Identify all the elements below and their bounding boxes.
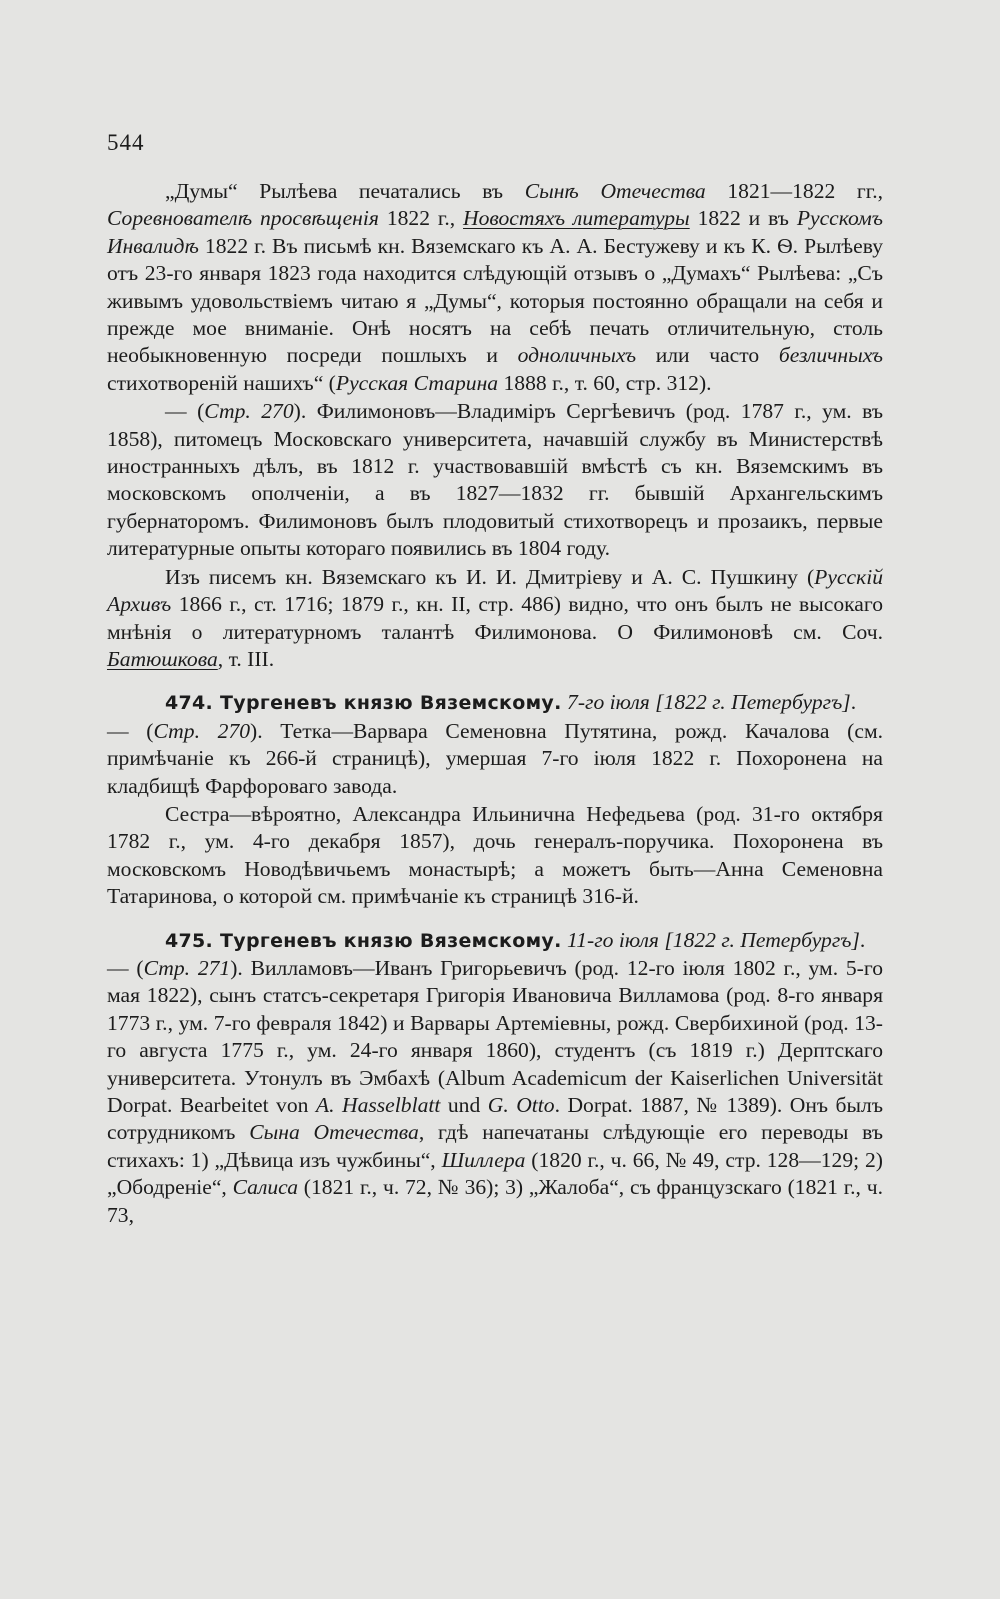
italic-text: Русскомъ Инвалидѣ [107, 206, 884, 258]
text-span: 1821—1822 гг., [705, 179, 883, 203]
paragraph [107, 801, 883, 911]
body-text [107, 178, 883, 1229]
text-span: und [440, 1093, 488, 1117]
text-span: — ( [107, 718, 154, 743]
text-span: или часто [636, 343, 779, 368]
paragraph [107, 955, 883, 1229]
italic-text: 11-го іюля [1822 г. Петербургъ] [567, 927, 860, 952]
italic-text: Стр. 271 [143, 955, 231, 980]
text-span: (1820 г., ч. 66, № 49, стр. 128—129; 2) „Ободреніе“, [107, 1147, 883, 1200]
italic-text: Русскій Архивъ [107, 564, 883, 617]
text-span: стихотвореній нашихъ“ ( [107, 370, 336, 395]
paragraph [107, 178, 883, 397]
text-span: Сестра—вѣроятно, Александра Ильинична Нефедьева (род. 31-го октября 1782 г., ум. 4-го декабря 1857), дочь генералъ-поручика. Похоронена въ московскомъ Новодѣвичьемъ монастырѣ; а можетъ быть—Анна Семеновна Татаринова, о которой см. примѣчаніе къ страницѣ 316-й. [107, 801, 883, 909]
text-span: „Думы“ Рылѣева печатались въ [165, 179, 525, 203]
text-span: 1866 г., ст. 1716; 1879 г., кн. II, стр. 486) видно, что онъ былъ не высокаго мнѣнія о литературномъ талантѣ Филимонова. О Филимоновѣ см. Соч. [107, 592, 883, 644]
text-span: 1822 г., [378, 206, 464, 231]
text-span: , т. III. [217, 646, 275, 671]
italic-text: 7-го іюля [1822 г. Петербургъ] [567, 690, 851, 715]
paragraph [107, 398, 883, 562]
paragraph [107, 718, 883, 800]
italic-text: одноличныхъ [517, 343, 637, 368]
italic-text: Стр. 270 [153, 718, 251, 743]
text-span: ). Филимоновъ—Владиміръ Сергѣевичъ (род. 1787 г., ум. въ 1858), питомецъ Московскаго университета, начавшій службу въ Министерствѣ иностранныхъ дѣлъ, въ 1812 г. участвовавшій вмѣстѣ съ кн. Вяземскимъ въ московскомъ ополченіи, а въ 1827—1832 гг. бывшій Архангельскимъ губернаторомъ. Филимоновъ былъ плодовитый стихотворецъ и прозаикъ, первые литературные опыты котораго появились въ 1804 году. [107, 399, 883, 561]
text-span: , гдѣ напечатаны слѣдующіе его переводы въ стихахъ: 1) „Дѣвица изъ чужбины“, [107, 1120, 884, 1172]
text-span: ). Тетка—Варвара Семеновна Путятина, рожд. Качалова (см. примѣчаніе къ 266-й страницѣ), умершая 7-го іюля 1822 г. Похоронена на кладбищѣ Фарфороваго завода. [107, 718, 884, 798]
text-span: — ( [107, 955, 144, 980]
text-span: . Dorpat. 1887, № 1389). Онъ былъ сотрудникомъ [107, 1093, 883, 1145]
text-span: ). Вилламовъ—Иванъ Григорьевичъ (род. 12-го іюля 1802 г., ум. 5-го мая 1822), сынъ статсъ-секретаря Григорія Ивановича Вилламова (род. 8-го января 1773 г., ум. 7-го февраля 1842) и Варвары Артеміевны, рожд. Свербихиной (род. 13-го августа 1775 г., ум. 24-го января 1860), студентъ (съ 1819 г.) Дерптскаго университета. Утонулъ въ Эмбахѣ (Album Academicum der Kaiserlichen Universität Dorpat. Bearbeitet von [107, 955, 883, 1117]
italic-text: Сынѣ Отечества [524, 179, 706, 203]
italic-text: безличныхъ [778, 343, 884, 368]
entry-title: 475. Тургеневъ князю Вяземскому. [165, 929, 562, 952]
italic-text: Батюшкова [107, 646, 218, 671]
entry-heading [107, 689, 883, 717]
page-number: 544 [107, 130, 145, 155]
text-span: . [850, 690, 857, 715]
italic-text: Салиса [232, 1175, 299, 1200]
entry-heading [107, 927, 883, 955]
text-span: 1822 г. Въ письмѣ кн. Вяземскаго къ А. А. Бестужеву и къ К. Ѳ. Рылѣеву отъ 23-го января 1823 года находится слѣдующій отзывъ о „Думахъ“ Рылѣева: „Съ живымъ удовольствіемъ читаю я „Думы“, которыя постоянно обращали на себя и прежде мое вниманіе. Онѣ носятъ на себѣ печать отличительную, столь необыкновенную посреди пошлыхъ и [107, 233, 883, 368]
text-span: — ( [165, 399, 205, 424]
text-span: Изъ писемъ кн. Вяземскаго къ И. И. Дмитріеву и А. С. Пушкину ( [165, 564, 815, 589]
italic-text: A. Hasselblatt [315, 1093, 441, 1117]
italic-text: Соревнователѣ просвѣщенія [107, 206, 379, 231]
text-span: 1888 г., т. 60, стр. 312). [498, 370, 712, 395]
paragraph [107, 564, 883, 674]
italic-text: Новостяхъ литературы [463, 206, 690, 231]
italic-text: Шиллера [441, 1147, 526, 1172]
text-span: (1821 г., ч. 72, № 36); 3) „Жалоба“, съ французскаго (1821 г., ч. 73, [107, 1175, 884, 1227]
text-span: 1822 и въ [689, 206, 797, 231]
text-span: . [859, 927, 866, 952]
italic-text: Стр. 270 [204, 399, 294, 424]
italic-text: Сына Отечества [249, 1120, 419, 1145]
entry-title: 474. Тургеневъ князю Вяземскому. [165, 692, 562, 715]
italic-text: Русская Старина [335, 370, 499, 395]
italic-text: G. Otto [487, 1093, 555, 1117]
